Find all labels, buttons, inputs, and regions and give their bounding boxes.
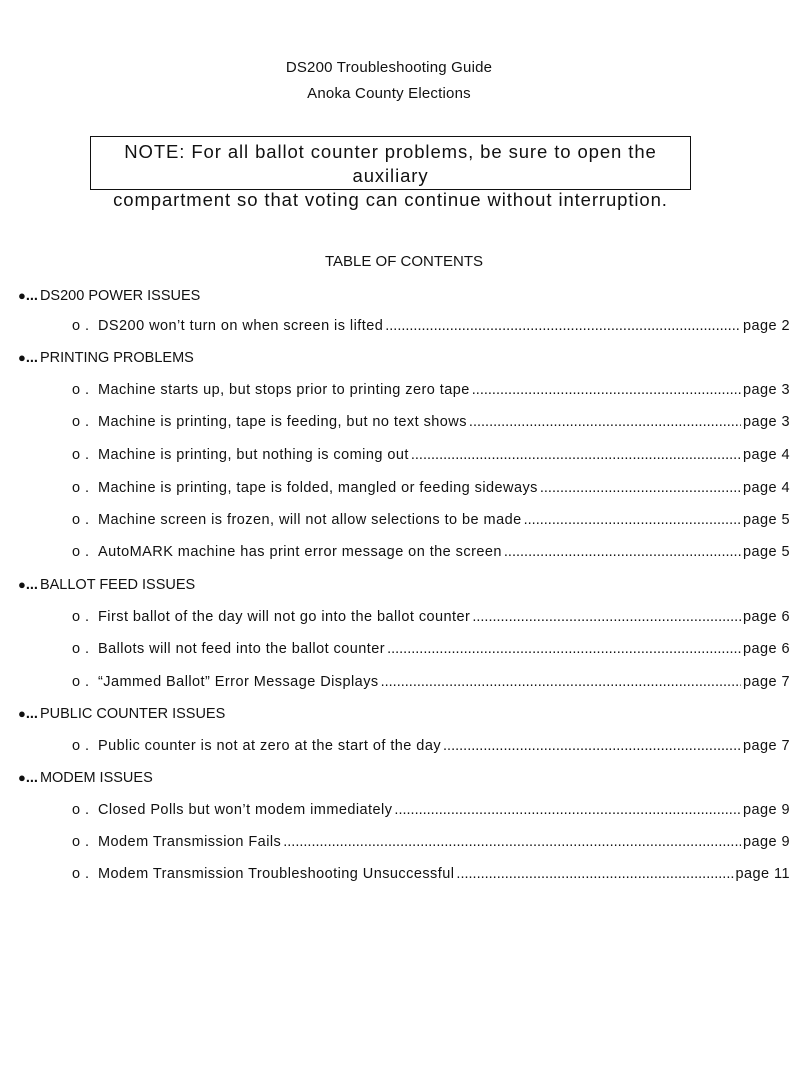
toc-entry	[72, 541, 790, 563]
toc-entry	[72, 444, 790, 466]
toc-page-number: page 7	[742, 738, 790, 754]
toc-entry-text: Closed Polls but won’t modem immediately	[98, 802, 393, 818]
toc-page-number: page 5	[742, 544, 790, 560]
section-dots: ...	[25, 577, 38, 593]
toc-entry	[72, 606, 790, 628]
dot-leader	[381, 671, 741, 693]
toc-entry	[72, 509, 790, 531]
toc-page-number: page 5	[742, 512, 790, 528]
toc-section	[18, 574, 778, 596]
section-dots: ...	[25, 706, 38, 722]
toc-page-number: page 3	[742, 382, 790, 398]
note-line-1: NOTE: For all ballot counter problems, be sure to open the auxiliary	[124, 141, 657, 186]
toc-entry-text: Ballots will not feed into the ballot counter	[98, 641, 386, 657]
circle-bullet-icon: o .	[72, 512, 90, 528]
bullet-icon: ●	[18, 577, 26, 592]
toc-entry	[72, 671, 790, 693]
bullet-icon: ●	[18, 350, 26, 365]
document-subtitle: Anoka County Elections	[307, 85, 471, 102]
dot-leader	[411, 444, 741, 466]
circle-bullet-icon: o .	[72, 318, 90, 334]
section-dots: ...	[25, 288, 38, 304]
toc-entry-text: Modem Transmission Troubleshooting Unsuccessful	[98, 866, 455, 882]
circle-bullet-icon: o .	[72, 738, 90, 754]
toc-page-number: page 7	[742, 674, 790, 690]
toc-section-title: PUBLIC COUNTER ISSUES	[39, 706, 226, 722]
dot-leader	[387, 638, 741, 660]
toc-entry-text: “Jammed Ballot” Error Message Displays	[98, 674, 379, 690]
bullet-icon: ●	[18, 288, 26, 303]
document-title: DS200 Troubleshooting Guide	[285, 59, 493, 76]
circle-bullet-icon: o .	[72, 480, 90, 496]
circle-bullet-icon: o .	[72, 382, 90, 398]
toc-entry-text: AutoMARK machine has print error message on the screen	[98, 544, 502, 560]
toc-entry-text: Machine is printing, tape is folded, mangled or feeding sideways	[98, 480, 538, 496]
toc-entry-text: Machine starts up, but stops prior to printing zero tape	[98, 382, 470, 398]
toc-entry-text: DS200 won’t turn on when screen is lifted	[98, 318, 384, 334]
dot-leader	[283, 831, 741, 853]
dot-leader	[504, 541, 741, 563]
bullet-icon: ●	[18, 706, 26, 721]
toc-section-title: PRINTING PROBLEMS	[39, 350, 194, 366]
toc-entry-text: Machine screen is frozen, will not allow selections to be made	[98, 512, 522, 528]
circle-bullet-icon: o .	[72, 802, 90, 818]
toc-section	[18, 767, 778, 789]
circle-bullet-icon: o .	[72, 609, 90, 625]
circle-bullet-icon: o .	[72, 866, 90, 882]
toc-entry	[72, 831, 790, 853]
toc-section	[18, 347, 778, 369]
section-dots: ...	[25, 770, 38, 786]
circle-bullet-icon: o .	[72, 641, 90, 657]
bullet-icon: ●	[18, 770, 26, 785]
section-dots: ...	[25, 350, 38, 366]
toc-entry-text: Public counter is not at zero at the start of the day	[98, 738, 442, 754]
note-line-2: compartment so that voting can continue without interruption.	[113, 189, 668, 210]
toc-page-number: page 3	[742, 414, 790, 430]
toc-entry-text: Machine is printing, but nothing is coming out	[98, 447, 409, 463]
toc-entry	[72, 638, 790, 660]
toc-entry	[72, 477, 790, 499]
toc-section-title: MODEM ISSUES	[39, 770, 153, 786]
toc-section	[18, 285, 778, 307]
toc-section	[18, 703, 778, 725]
toc-page-number: page 9	[742, 802, 790, 818]
circle-bullet-icon: o .	[72, 674, 90, 690]
toc-entry	[72, 863, 790, 885]
toc-entry	[72, 735, 790, 757]
toc-entry	[72, 799, 790, 821]
circle-bullet-icon: o .	[72, 834, 90, 850]
toc-section-title: DS200 POWER ISSUES	[39, 288, 201, 304]
toc-page-number: page 6	[742, 641, 790, 657]
dot-leader	[540, 477, 741, 499]
toc-entry	[72, 315, 790, 337]
dot-leader	[472, 606, 741, 628]
toc-page-number: page 4	[742, 480, 790, 496]
dot-leader	[472, 379, 741, 401]
toc-entry-text: First ballot of the day will not go into the ballot counter	[98, 609, 471, 625]
toc-heading: TABLE OF CONTENTS	[324, 253, 484, 270]
toc-page-number: page 6	[742, 609, 790, 625]
dot-leader	[456, 863, 733, 885]
toc-entry	[72, 379, 790, 401]
toc-entry-text: Modem Transmission Fails	[98, 834, 282, 850]
dot-leader	[394, 799, 741, 821]
toc-page-number: page 11	[735, 866, 790, 882]
toc-entry	[72, 411, 790, 433]
dot-leader	[385, 315, 741, 337]
circle-bullet-icon: o .	[72, 414, 90, 430]
dot-leader	[524, 509, 741, 531]
circle-bullet-icon: o .	[72, 544, 90, 560]
toc-page-number: page 9	[742, 834, 790, 850]
toc-page-number: page 4	[742, 447, 790, 463]
note-box	[90, 136, 691, 210]
toc-page-number: page 2	[742, 318, 790, 334]
circle-bullet-icon: o .	[72, 447, 90, 463]
toc-entry-text: Machine is printing, tape is feeding, but no text shows	[98, 414, 467, 430]
toc-section-title: BALLOT FEED ISSUES	[39, 577, 196, 593]
dot-leader	[443, 735, 741, 757]
dot-leader	[469, 411, 741, 433]
